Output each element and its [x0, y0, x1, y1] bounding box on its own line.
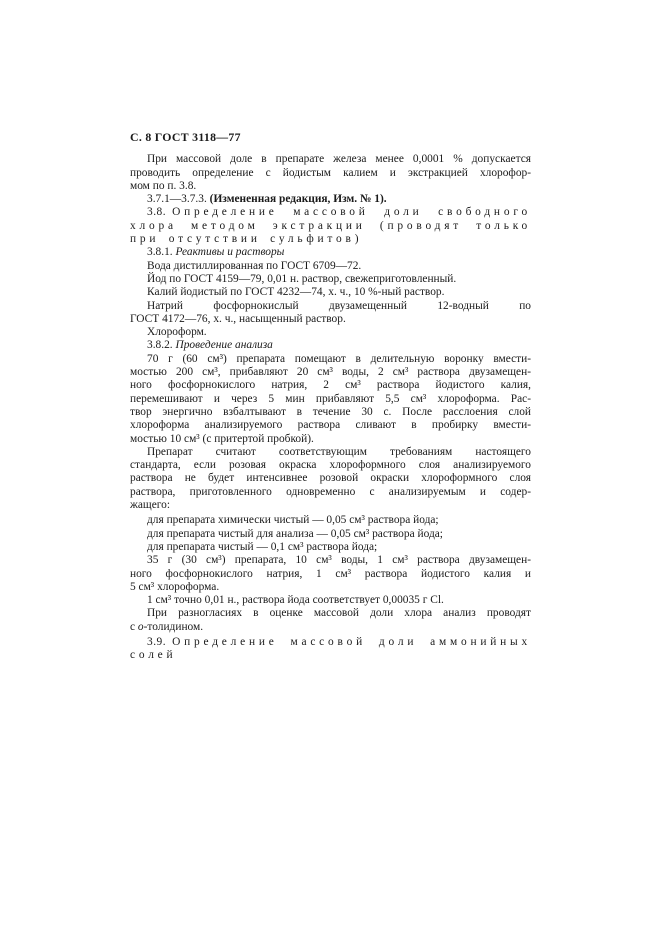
subsection-heading-3-8-2: [130, 339, 531, 352]
reagent-iodine: Йод по ГОСТ 4159—79, 0,01 н. раствор, свежеприготовленный.: [147, 272, 457, 285]
iodine-volume-list: [130, 514, 531, 554]
text-line: ного фосфорнокислого натрия, 1 см³ раствора йодистого калия и: [130, 567, 531, 580]
dispute-pre: с: [130, 620, 138, 633]
ortho-prefix: о: [137, 620, 144, 633]
text-line: при отсутствии сульфитов): [130, 233, 363, 246]
text-line: 70 г (60 см³) препарата помещают в делительную воронку вмести-: [147, 352, 531, 365]
text-block: [130, 131, 531, 663]
heading-text: Определение массовой доли аммонийных: [172, 635, 531, 648]
text-line: ГОСТ 4172—76, х. ч., насыщенный раствор.: [130, 312, 346, 325]
subsection-title: Реактивы и растворы: [175, 246, 285, 259]
text-line: [130, 636, 531, 649]
text-line: жащего:: [130, 499, 171, 512]
clause-number: 3.9.: [147, 635, 167, 648]
paragraph-requirements: [130, 446, 531, 512]
text-line: хлороформа анализируемого раствора сливают в пробирку вмести-: [130, 419, 531, 432]
text-line: мостью 10 см³ (с притертой пробкой).: [130, 432, 314, 445]
text-line: перемешивают и через 5 мин прибавляют 5,5 см³ хлороформа. Рас-: [130, 392, 531, 405]
text-line: При массовой доле в препарате железа менее 0,0001 % допускается: [147, 153, 531, 166]
text-line: проводить определение с йодистым калием и экстракцией хлорофор-: [130, 166, 531, 179]
section-heading-3-8: [130, 206, 531, 246]
paragraph-titre: 1 см³ точно 0,01 н., раствора йода соответствует 0,00035 г Cl.: [147, 594, 444, 607]
paragraph-iron-note: [130, 153, 531, 193]
text-line: [130, 206, 531, 219]
dispute-post: -толидином.: [143, 620, 204, 633]
paragraph-procedure: [130, 353, 531, 446]
paragraph-dispute: [130, 607, 531, 634]
text-line: стандарта, если розовая окраска хлороформного слоя анализируемого: [130, 459, 531, 472]
text-line: солей: [130, 649, 177, 662]
running-header: С. 8 ГОСТ 3118—77: [130, 130, 241, 144]
text-line: ного фосфорнокислого натрия, 2 см³ раствора йодистого калия,: [130, 379, 531, 392]
text-line: мом по п. 3.8.: [130, 179, 197, 192]
section-heading-3-9: [130, 636, 531, 663]
text-line: 5 см³ хлороформа.: [130, 580, 220, 593]
reagent-potassium-iodide: Калий йодистый по ГОСТ 4232—74, х. ч., 10 %-ный раствор.: [147, 286, 445, 299]
list-item: для препарата чистый для анализа — 0,05 см³ раствора йода;: [147, 527, 443, 540]
text-line: хлора методом экстракции (проводят только: [130, 219, 531, 232]
paragraph-control-solution: [130, 554, 531, 594]
clause-number: 3.8.: [147, 206, 167, 219]
list-item: для препарата чистый — 0,1 см³ раствора йода;: [147, 540, 378, 553]
amendment-note: (Измененная редакция, Изм. № 1).: [209, 193, 387, 206]
text-line: При разногласиях в оценке массовой доли хлора анализ проводят: [147, 607, 531, 620]
clause-number: 3.8.2.: [147, 339, 176, 352]
list-item: для препарата химически чистый — 0,05 см³ раствора йода;: [147, 514, 439, 527]
reagent-chloroform: Хлороформ.: [147, 326, 207, 339]
clause-range: 3.7.1—3.7.3.: [147, 193, 210, 206]
heading-text: Определение массовой доли свободного: [172, 206, 531, 219]
text-line: твор энергично взбалтывают в течение 30 с. После расслоения слой: [130, 405, 531, 418]
text-line: мостью 200 см³, прибавляют 20 см³ воды, 2 см³ раствора двузамещен-: [130, 366, 531, 379]
subsection-title: Проведение анализа: [175, 339, 273, 352]
reagent-sodium-phosphate: [130, 300, 531, 327]
text-line: раствора не будет интенсивнее розовой окраски хлороформного слоя: [130, 472, 531, 485]
reagent-water: Вода дистиллированная по ГОСТ 6709—72.: [147, 259, 362, 272]
clause-number: 3.8.1.: [147, 246, 176, 259]
text-line: раствора, приготовленного одновременно с анализируемым и содер-: [130, 485, 531, 498]
text-line: Препарат считают соответствующим требованиям настоящего: [147, 445, 531, 458]
text-line: [130, 621, 531, 634]
text-line: 35 г (30 см³) препарата, 10 см³ воды, 1 см³ раствора двузамещен-: [147, 554, 531, 567]
text-line: Натрий фосфорнокислый двузамещенный 12-водный по: [147, 299, 531, 312]
paragraph-amendment: [130, 193, 531, 206]
subsection-heading-3-8-1: [130, 246, 531, 259]
